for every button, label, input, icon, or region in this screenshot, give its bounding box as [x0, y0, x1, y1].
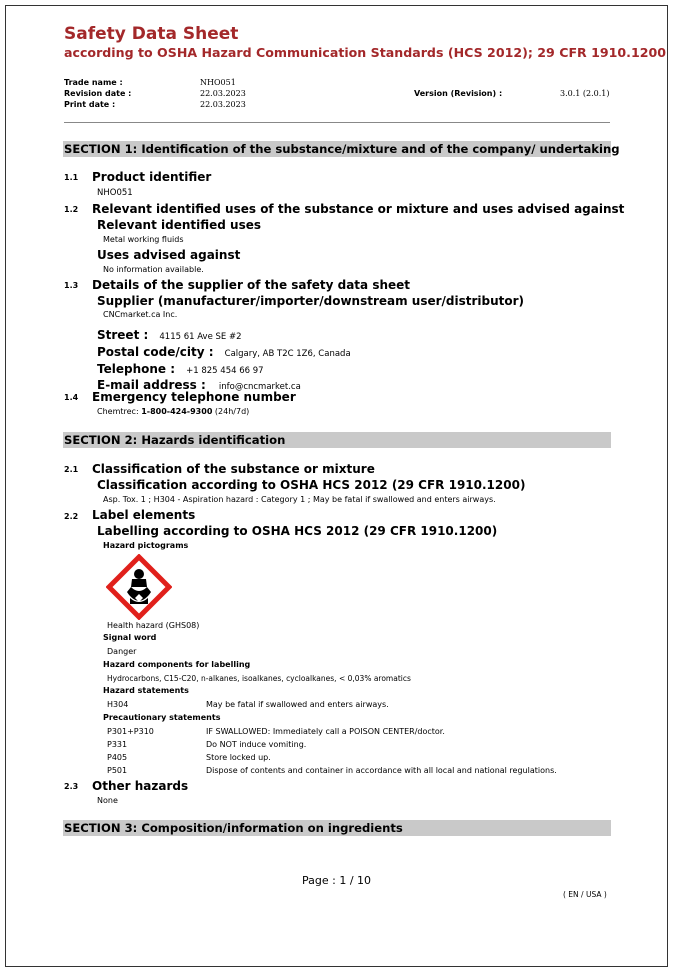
section-1-2-number: 1.2 — [64, 205, 79, 214]
postal-value: Calgary, AB T2C 1Z6, Canada — [224, 349, 351, 359]
trade-name-label: Trade name : — [64, 78, 123, 87]
section-1-4-number: 1.4 — [64, 393, 79, 402]
section-2-2-number: 2.2 — [64, 512, 79, 521]
emergency-phone: Chemtrec: 1-800-424-9300 (24h/7d) — [97, 407, 250, 416]
section-2-3-title: Other hazards — [92, 779, 189, 793]
identified-uses-value: Metal working fluids — [103, 235, 184, 244]
signal-word-value: Danger — [107, 647, 137, 656]
precautionary-code: P301+P310 — [107, 727, 154, 736]
uses-advised-against-title: Uses advised against — [97, 248, 241, 262]
labelling-subtitle: Labelling according to OSHA HCS 2012 (29 CFR 1910.1200) — [97, 524, 498, 538]
version-label: Version (Revision) : — [414, 89, 503, 98]
locale-tag: ( EN / USA ) — [563, 890, 607, 899]
precautionary-code: P501 — [107, 766, 128, 775]
section-1-4-title: Emergency telephone number — [92, 390, 296, 404]
precautionary-text: Store locked up. — [206, 753, 271, 762]
precautionary-statements-label: Precautionary statements — [103, 713, 221, 722]
supplier-title: Supplier (manufacturer/importer/downstream user/distributor) — [97, 294, 525, 308]
street-value: 4115 61 Ave SE #2 — [159, 332, 242, 342]
hazard-components-value: Hydrocarbons, C15-C20, n-alkanes, isoalkanes, cycloalkanes, < 0,03% aromatics — [107, 674, 411, 683]
section-2-2-title: Label elements — [92, 508, 196, 522]
street-label: Street : — [97, 328, 149, 342]
section-2-1-number: 2.1 — [64, 465, 79, 474]
precautionary-text: IF SWALLOWED: Immediately call a POISON CENTER/doctor. — [206, 727, 445, 736]
hazard-components-label: Hazard components for labelling — [103, 660, 251, 669]
pictogram-caption: Health hazard (GHS08) — [107, 621, 200, 630]
section-1-1-title: Product identifier — [92, 170, 212, 184]
identified-uses-title: Relevant identified uses — [97, 218, 262, 232]
section-1-3-number: 1.3 — [64, 281, 79, 290]
telephone-label: Telephone : — [97, 362, 176, 376]
signal-word-label: Signal word — [103, 633, 157, 642]
health-hazard-icon — [106, 554, 172, 620]
precautionary-code: P331 — [107, 740, 128, 749]
uses-advised-against-value: No information available. — [103, 265, 204, 274]
supplier-name: CNCmarket.ca Inc. — [103, 310, 178, 319]
section-1-1-number: 1.1 — [64, 173, 79, 182]
print-date-label: Print date : — [64, 100, 116, 109]
trade-name-value: NHO051 — [200, 78, 236, 87]
hazard-statements-label: Hazard statements — [103, 686, 189, 695]
section-3-heading: SECTION 3: Composition/information on ingredients — [63, 820, 611, 836]
precautionary-text: Do NOT induce vomiting. — [206, 740, 307, 749]
document-subtitle: according to OSHA Hazard Communication Standards (HCS 2012); 29 CFR 1910.1200 — [64, 45, 667, 60]
classification-value: Asp. Tox. 1 ; H304 - Aspiration hazard : Category 1 ; May be fatal if swallowed and enters airways. — [103, 495, 496, 504]
revision-date-value: 22.03.2023 — [200, 89, 246, 98]
section-2-heading: SECTION 2: Hazards identification — [63, 432, 611, 448]
section-1-2-title: Relevant identified uses of the substance or mixture and uses advised against — [92, 202, 625, 216]
hazard-statement-text: May be fatal if swallowed and enters airways. — [206, 700, 389, 709]
header-divider — [64, 122, 610, 123]
telephone-value: +1 825 454 66 97 — [186, 366, 264, 376]
page-number: Page : 1 / 10 — [302, 874, 372, 887]
section-1-heading: SECTION 1: Identification of the substance/mixture and of the company/ undertaking — [64, 142, 620, 156]
email-label: E-mail address : — [97, 378, 206, 392]
section-2-3-number: 2.3 — [64, 782, 79, 791]
precautionary-code: P405 — [107, 753, 128, 762]
postal-label: Postal code/city : — [97, 345, 214, 359]
other-hazards-value: None — [97, 796, 118, 805]
revision-date-label: Revision date : — [64, 89, 132, 98]
product-identifier-value: NHO051 — [97, 188, 133, 198]
version-value: 3.0.1 (2.0.1) — [560, 89, 610, 98]
precautionary-text: Dispose of contents and container in accordance with all local and national regulations. — [206, 766, 557, 775]
hazard-pictograms-label: Hazard pictograms — [103, 541, 189, 550]
classification-subtitle: Classification according to OSHA HCS 2012 (29 CFR 1910.1200) — [97, 478, 526, 492]
document-title: Safety Data Sheet — [64, 24, 239, 44]
section-2-1-title: Classification of the substance or mixture — [92, 462, 375, 476]
print-date-value: 22.03.2023 — [200, 100, 246, 109]
hazard-statement-code: H304 — [107, 700, 129, 709]
section-1-3-title: Details of the supplier of the safety data sheet — [92, 278, 411, 292]
email-value: info@cncmarket.ca — [218, 382, 301, 392]
